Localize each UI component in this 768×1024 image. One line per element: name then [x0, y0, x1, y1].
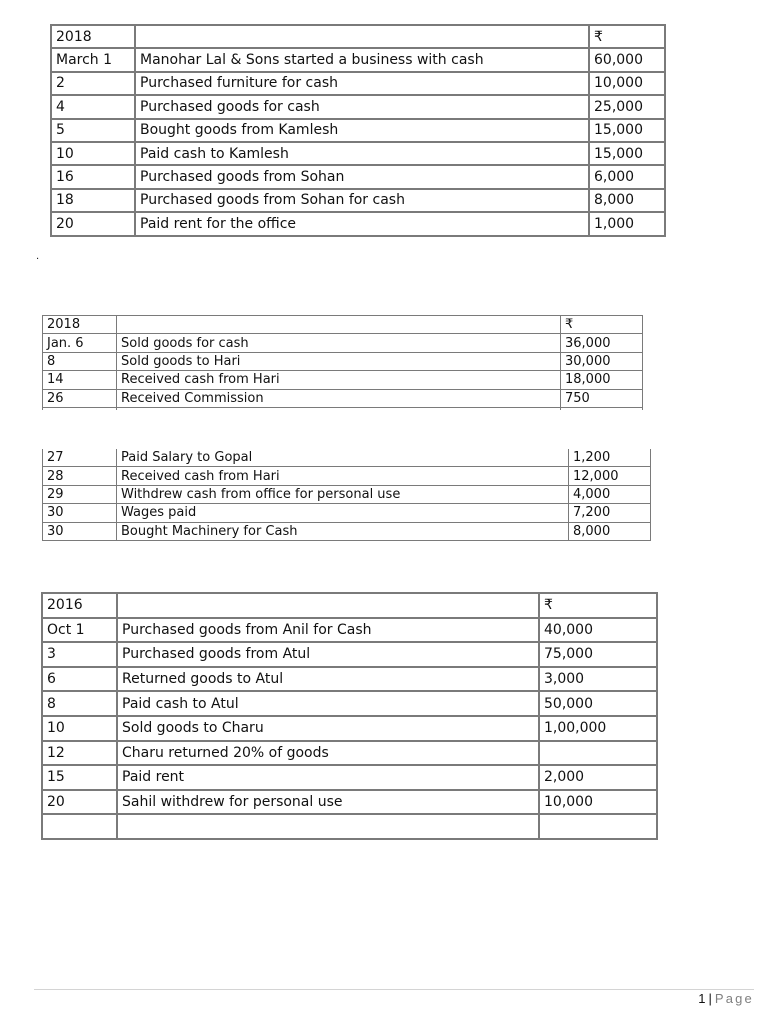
- table-row: [42, 642, 657, 667]
- date-cell: 5: [51, 119, 135, 142]
- table-row: [51, 165, 665, 188]
- particulars-cell: Received Commission: [117, 389, 561, 407]
- amount-cell: 1,200: [569, 449, 651, 467]
- date-cell: 10: [42, 716, 117, 741]
- table-row: [51, 95, 665, 118]
- particulars-cell: Manohar Lal & Sons started a business with cash: [135, 48, 589, 71]
- table-row: [43, 485, 651, 503]
- amount-cell: 36,000: [561, 334, 643, 352]
- transactions-table-oct-2016: [41, 592, 658, 840]
- amount-cell: 75,000: [539, 642, 657, 667]
- particulars-cell: [117, 814, 539, 839]
- particulars-cell: Sold goods for cash: [117, 334, 561, 352]
- amount-cell: [539, 741, 657, 766]
- particulars-cell: Purchased goods from Sohan: [135, 165, 589, 188]
- particulars-cell: Received cash from Hari: [117, 371, 561, 389]
- particulars-cell: Paid rent for the office: [135, 212, 589, 235]
- particulars-cell: Wages paid: [117, 504, 569, 522]
- particulars-cell: Purchased furniture for cash: [135, 72, 589, 95]
- particulars-cell: Paid cash to Atul: [117, 691, 539, 716]
- date-cell: 12: [42, 741, 117, 766]
- date-cell: 20: [42, 790, 117, 815]
- amount-cell: 60,000: [589, 48, 665, 71]
- table-row: [43, 467, 651, 485]
- date-cell: 4: [51, 95, 135, 118]
- particulars-cell: Withdrew cash from office for personal use: [117, 485, 569, 503]
- date-cell: March 1: [51, 48, 135, 71]
- particulars-cell: Paid rent: [117, 765, 539, 790]
- amount-cell: 10,000: [589, 72, 665, 95]
- year-cell: 2018: [43, 316, 117, 334]
- amount-cell: 3,000: [539, 667, 657, 692]
- date-cell: 8: [42, 691, 117, 716]
- date-cell: [42, 814, 117, 839]
- date-cell: 3: [42, 642, 117, 667]
- footer-divider: [34, 989, 754, 990]
- amount-cell: 50,000: [539, 691, 657, 716]
- particulars-cell: Bought Machinery for Cash: [117, 522, 569, 540]
- date-cell: 2: [51, 72, 135, 95]
- page-label: Page: [714, 991, 754, 1006]
- amount-cell: 1,00,000: [539, 716, 657, 741]
- particulars-cell: Sahil withdrew for personal use: [117, 790, 539, 815]
- particulars-cell: Purchased goods for cash: [135, 95, 589, 118]
- date-cell: 16: [51, 165, 135, 188]
- particulars-cell: Received cash from Hari: [117, 467, 569, 485]
- stray-mark: .: [36, 251, 40, 262]
- date-cell: 15: [42, 765, 117, 790]
- amount-cell: 1,000: [589, 212, 665, 235]
- date-cell: 8: [43, 352, 117, 370]
- table-row: [42, 716, 657, 741]
- table-row: [43, 449, 651, 467]
- particulars-cell: Purchased goods from Sohan for cash: [135, 189, 589, 212]
- table-row: [51, 48, 665, 71]
- date-cell: 29: [43, 485, 117, 503]
- amount-cell: 4,000: [569, 485, 651, 503]
- amount-cell: 25,000: [589, 95, 665, 118]
- date-cell: 10: [51, 142, 135, 165]
- table-row: [42, 765, 657, 790]
- table-row: [42, 618, 657, 643]
- particulars-cell: Sold goods to Hari: [117, 352, 561, 370]
- amount-cell: [539, 814, 657, 839]
- currency-header-cell: ₹: [561, 316, 643, 334]
- page-number: 1: [698, 991, 706, 1006]
- table-row: [51, 189, 665, 212]
- footer-separator: |: [708, 991, 712, 1006]
- date-cell: 18: [51, 189, 135, 212]
- currency-header-cell: ₹: [539, 593, 657, 618]
- date-cell: 28: [43, 467, 117, 485]
- amount-cell: 8,000: [589, 189, 665, 212]
- amount-cell: 30,000: [561, 352, 643, 370]
- table-header-row: [43, 316, 643, 334]
- particulars-cell: Purchased goods from Atul: [117, 642, 539, 667]
- amount-cell: 750: [561, 389, 643, 407]
- table-row: [42, 790, 657, 815]
- particulars-cell: Paid Salary to Gopal: [117, 449, 569, 467]
- table-row: [43, 504, 651, 522]
- amount-cell: 15,000: [589, 119, 665, 142]
- table-cut-edge: [43, 407, 643, 410]
- transactions-table-march-2018: [50, 24, 666, 237]
- table-row: [42, 667, 657, 692]
- table-row: [43, 389, 643, 407]
- amount-cell: 6,000: [589, 165, 665, 188]
- table-row: [42, 741, 657, 766]
- transactions-table-jan-2018-continued: [42, 449, 651, 541]
- particulars-cell: Paid cash to Kamlesh: [135, 142, 589, 165]
- year-cell: 2018: [51, 25, 135, 48]
- table-row: [51, 72, 665, 95]
- amount-cell: 15,000: [589, 142, 665, 165]
- table-header-row: [42, 593, 657, 618]
- particulars-cell: Sold goods to Charu: [117, 716, 539, 741]
- date-cell: Oct 1: [42, 618, 117, 643]
- table-row-empty: [42, 814, 657, 839]
- date-cell: 20: [51, 212, 135, 235]
- particulars-cell: Returned goods to Atul: [117, 667, 539, 692]
- date-cell: 14: [43, 371, 117, 389]
- amount-cell: 18,000: [561, 371, 643, 389]
- transactions-table-jan-2018: [42, 315, 643, 410]
- date-cell: 27: [43, 449, 117, 467]
- table-row: [51, 142, 665, 165]
- date-cell: 30: [43, 504, 117, 522]
- date-cell: 6: [42, 667, 117, 692]
- amount-cell: 12,000: [569, 467, 651, 485]
- table-row: [43, 334, 643, 352]
- amount-cell: 8,000: [569, 522, 651, 540]
- date-cell: Jan. 6: [43, 334, 117, 352]
- amount-cell: 2,000: [539, 765, 657, 790]
- particulars-header-cell: [117, 593, 539, 618]
- date-cell: 26: [43, 389, 117, 407]
- table-row: [43, 522, 651, 540]
- date-cell: 30: [43, 522, 117, 540]
- amount-cell: 10,000: [539, 790, 657, 815]
- particulars-header-cell: [117, 316, 561, 334]
- page-footer: [698, 991, 754, 1006]
- table-row: [51, 212, 665, 235]
- table-row: [43, 371, 643, 389]
- table-header-row: [51, 25, 665, 48]
- particulars-header-cell: [135, 25, 589, 48]
- particulars-cell: Charu returned 20% of goods: [117, 741, 539, 766]
- amount-cell: 7,200: [569, 504, 651, 522]
- currency-header-cell: ₹: [589, 25, 665, 48]
- year-cell: 2016: [42, 593, 117, 618]
- table-row: [43, 352, 643, 370]
- table-row: [42, 691, 657, 716]
- amount-cell: 40,000: [539, 618, 657, 643]
- table-row: [51, 119, 665, 142]
- particulars-cell: Purchased goods from Anil for Cash: [117, 618, 539, 643]
- particulars-cell: Bought goods from Kamlesh: [135, 119, 589, 142]
